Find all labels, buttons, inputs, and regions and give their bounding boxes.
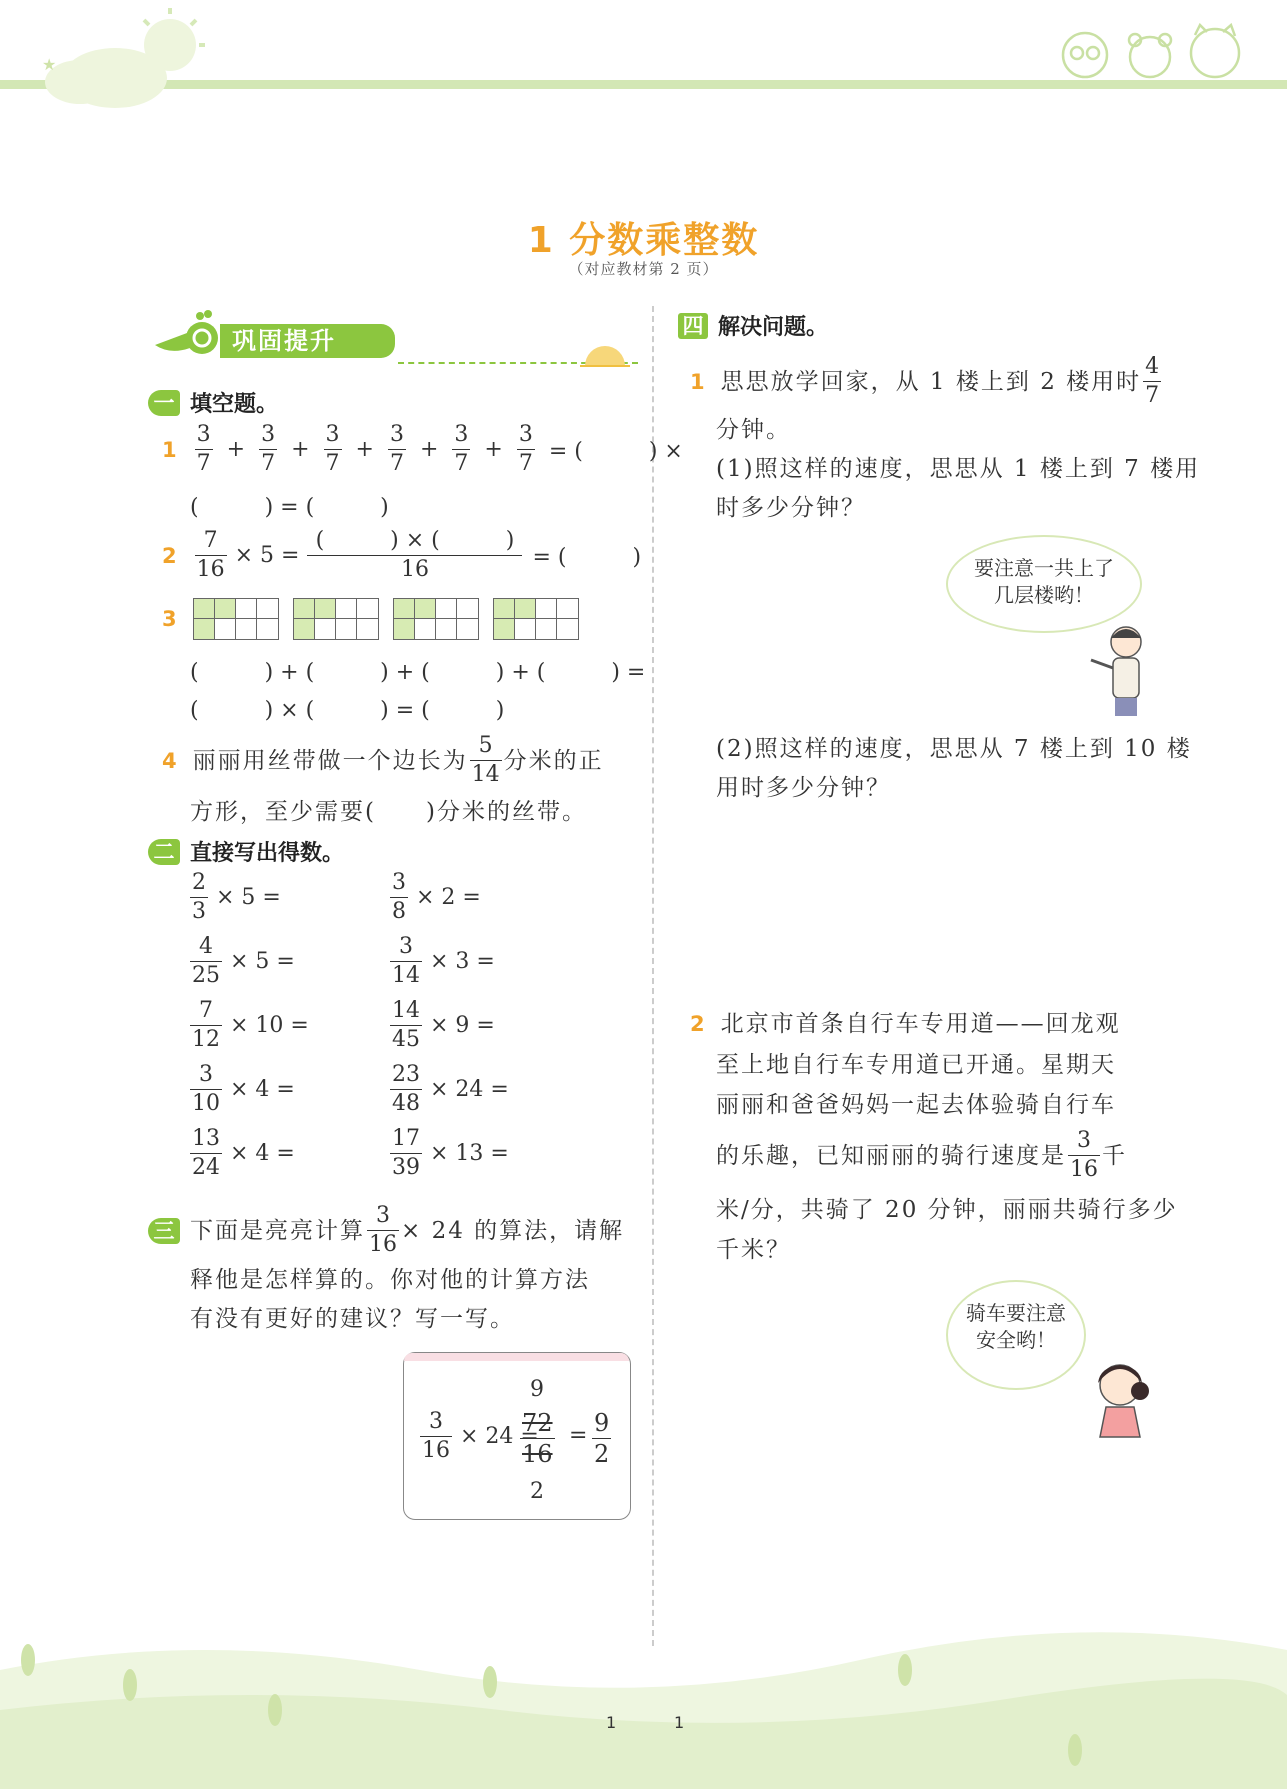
section-1-heading: 填空题。 [190, 392, 279, 417]
q2-line: 2 $\frac{7}{16}$ × 5 = $\frac{( ) \times ( )}{16}$ = ( ) [162, 528, 642, 582]
calc-item[interactable]: $\frac{3}{10}$ × 4 = [192, 1062, 295, 1116]
sunset-icon [580, 338, 630, 368]
fraction: $\frac{3}{16}$ [1070, 1128, 1098, 1182]
p1-line1: 1 思思放学回家，从 1 楼上到 2 楼用时 $\frac{4}{7}$ [690, 354, 1160, 408]
section-1-badge: 一 [148, 390, 180, 416]
calc-grid [188, 872, 608, 1179]
fraction: $\frac{4}{25}$ [192, 934, 220, 988]
calc-item[interactable]: $\frac{23}{48}$ × 24 = [392, 1062, 509, 1116]
cancel-fraction: $\frac{72}{16}$ [522, 1409, 553, 1468]
fraction: $\frac{3}{7}$ [196, 422, 211, 476]
fraction: $\frac{3}{7}$ [454, 422, 469, 476]
p2-line3: 丽丽和爸爸妈妈一起去体验骑自行车 [716, 1092, 1116, 1118]
fraction: $\frac{2}{3}$ [192, 870, 206, 924]
q4-line2[interactable]: 方形，至少需要( )分米的丝带。 [190, 799, 587, 825]
grid-figure [493, 598, 579, 640]
fraction: $\frac{4}{7}$ [1145, 354, 1160, 408]
q4-line1: 4 丽丽用丝带做一个边长为 $\frac{5}{14}$ 分米的正 [162, 733, 604, 787]
section-4-header: 四 解决问题。 [678, 310, 828, 341]
grid-figure [293, 598, 379, 640]
grid-figure [393, 598, 479, 640]
fraction: $\frac{7}{12}$ [192, 998, 220, 1052]
p1-sub1a: (1)照这样的速度，思思从 1 楼上到 7 楼用 [716, 456, 1201, 482]
calc-item[interactable]: $\frac{4}{25}$ × 5 = [192, 934, 295, 988]
p2-line2: 至上地自行车专用道已开通。星期天 [716, 1052, 1116, 1078]
snail-icon [150, 310, 220, 365]
fraction: $\frac{14}{45}$ [392, 998, 420, 1052]
p1-sub2b: 用时多少分钟？ [716, 775, 891, 801]
banner-label: 巩固提升 [220, 324, 395, 358]
q1-number: 1 [162, 437, 177, 462]
animals-decoration [1055, 20, 1255, 85]
grid-figure [193, 598, 279, 640]
svg-text:★: ★ [42, 55, 57, 74]
fraction: $\frac{3}{7}$ [325, 422, 340, 476]
q2-blank[interactable]: = ( ) [532, 545, 642, 570]
calc-item[interactable]: $\frac{14}{45}$ × 9 = [392, 998, 495, 1052]
fraction: $\frac{3}{10}$ [192, 1062, 220, 1116]
calc-item[interactable]: $\frac{7}{12}$ × 10 = [192, 998, 309, 1052]
fraction: $\frac{3}{7}$ [389, 422, 404, 476]
section-3-line2: 释他是怎样算的。你对他的计算方法 [190, 1267, 590, 1293]
girl-icon [1078, 1355, 1158, 1445]
q3-line1[interactable]: ( ) + ( ) + ( ) + ( ) = [190, 660, 646, 685]
p1-line2: 分钟。 [716, 417, 791, 443]
calc-item[interactable]: $\frac{3}{8}$ × 2 = [392, 870, 481, 924]
p2-line5: 米/分，共骑了 20 分钟，丽丽共骑行多少 [716, 1197, 1178, 1223]
p1-sub1b: 时多少分钟？ [716, 495, 866, 521]
fraction: $\frac{3}{16}$ [422, 1409, 450, 1463]
column-divider [652, 306, 654, 1646]
p2-line1: 2 北京市首条自行车专用道——回龙观 [690, 1011, 1121, 1037]
q2-blank-fraction[interactable]: $\frac{( ) \times ( )}{16}$ [307, 530, 522, 581]
calc-item[interactable]: $\frac{3}{14}$ × 3 = [392, 934, 495, 988]
fraction: $\frac{3}{16}$ [369, 1203, 397, 1257]
section-2-header: 二 直接写出得数。 [148, 836, 344, 867]
cloud-sun-decoration [20, 0, 210, 115]
calc-item[interactable]: $\frac{13}{24}$ × 4 = [192, 1126, 295, 1180]
p2-line4: 的乐趣，已知丽丽的骑行速度是 $\frac{3}{16}$ 千 [716, 1128, 1127, 1182]
landscape-decoration [0, 1600, 1287, 1789]
fraction: $\frac{5}{14}$ [471, 733, 500, 787]
fraction: $\frac{7}{16}$ [196, 528, 225, 582]
fraction: $\frac{23}{48}$ [392, 1062, 420, 1116]
page-title: 1 分数乘整数 [527, 220, 760, 261]
p1-sub2a: (2)照这样的速度，思思从 7 楼上到 10 楼 [716, 736, 1192, 762]
speech-bubble: 要注意一共上了 几层楼哟！ [946, 535, 1142, 633]
page-number: 1 [674, 1713, 685, 1732]
calc-item[interactable]: $\frac{17}{39}$ × 13 = [392, 1126, 509, 1180]
speech-bubble: 骑车要注意 安全哟！ [946, 1280, 1086, 1390]
teacher-icon [1086, 620, 1166, 720]
section-3-line1: 三 下面是亮亮计算 $\frac{3}{16}$ × 24 的算法，请解 [148, 1205, 624, 1256]
section-banner [150, 310, 400, 365]
example-box: $\frac{3}{16}$ × 24 = 9 $\frac{72}{16}$ 2 = $\frac{9}{2}$ [403, 1352, 631, 1520]
q1-blank[interactable]: = ( ) × [548, 439, 683, 464]
page-number: 1 [606, 1713, 617, 1732]
section-1-header [148, 387, 278, 418]
q1-line2[interactable]: ( ) = ( ) [190, 495, 389, 520]
calc-item[interactable]: $\frac{2}{3}$ × 5 = [192, 870, 281, 924]
fraction: $\frac{3}{7}$ [261, 422, 276, 476]
q3-line2[interactable]: ( ) × ( ) = ( ) [190, 698, 505, 723]
p2-line6: 千米？ [716, 1237, 791, 1263]
fraction: $\frac{3}{7}$ [518, 422, 533, 476]
fraction: $\frac{13}{24}$ [192, 1126, 220, 1180]
page-subtitle: （对应教材第 2 页） [568, 260, 719, 278]
q3-grids: 3 [162, 598, 593, 640]
section-3-line3: 有没有更好的建议？写一写。 [190, 1306, 515, 1332]
fraction: $\frac{17}{39}$ [392, 1126, 420, 1180]
fraction: $\frac{3}{8}$ [392, 870, 406, 924]
fraction: $\frac{9}{2}$ [594, 1409, 610, 1468]
fraction: $\frac{3}{14}$ [392, 934, 420, 988]
q1-line1: 1 $\frac{3}{7}$ + $\frac{3}{7}$ + $\frac{3}{7}$ + $\frac{3}{7}$ + $\frac{3}{7}$ + $\frac{3}{7}$ = ( ) × [162, 422, 683, 476]
